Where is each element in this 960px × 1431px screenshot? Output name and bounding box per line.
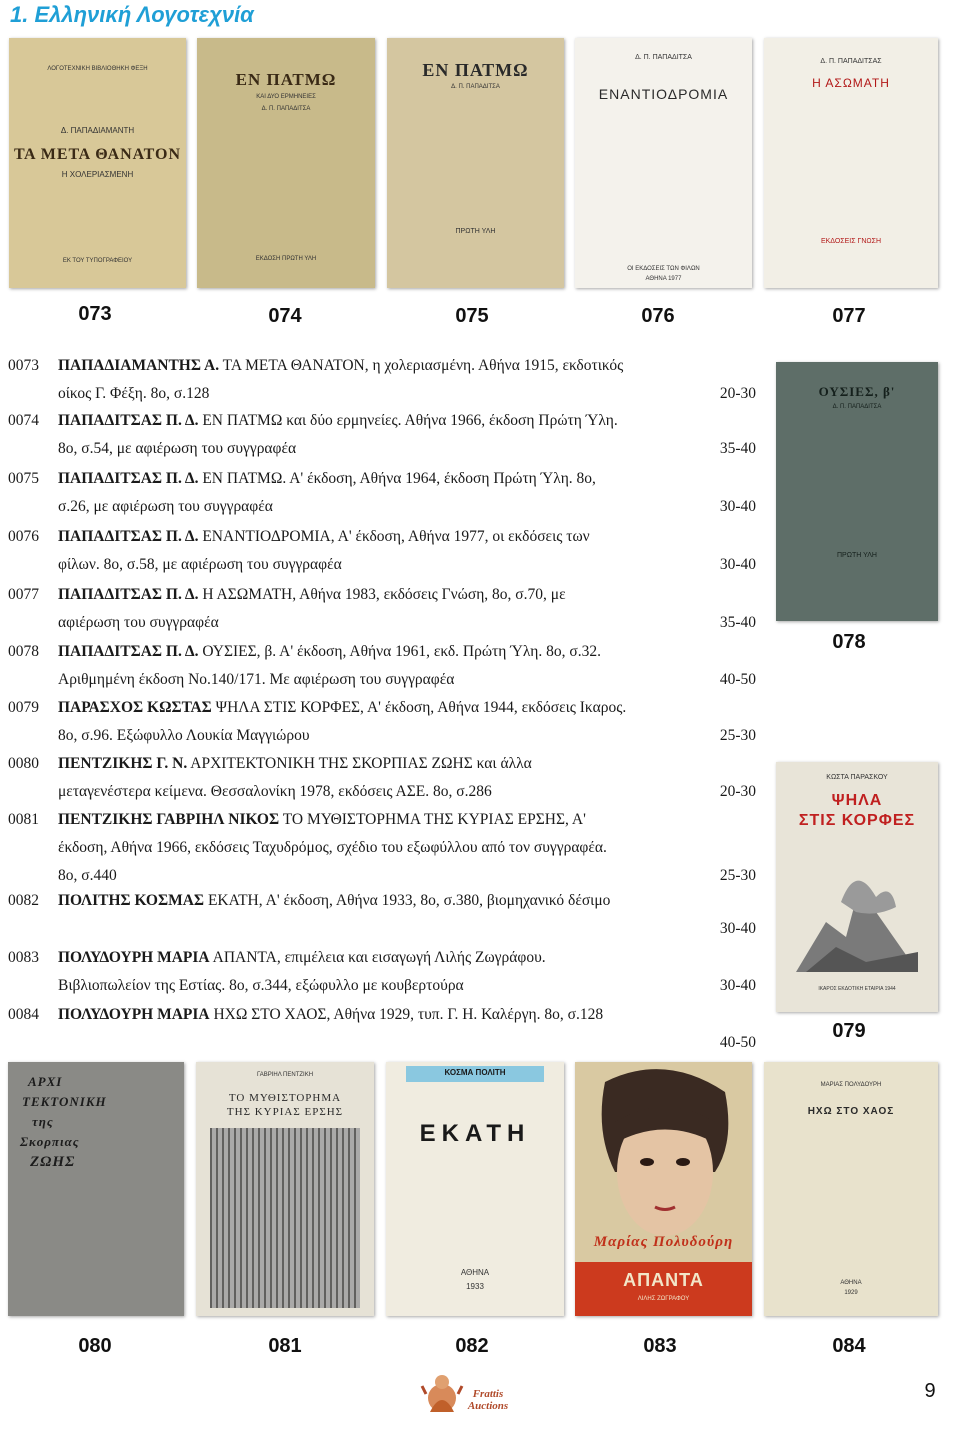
entry-0082 xyxy=(8,887,756,937)
entry-description: ΑΠΑΝΤΑ, επιμέλεια και εισαγωγή Λιλής Ζωγράφου. xyxy=(209,949,546,966)
entry-description-cont: Βιβλιοπωλείον της Εστίας. 8ο, σ.344, εξώφυλλο με κουβερτούρα xyxy=(58,977,464,994)
entry-author: ΠΑΡΑΣΧΟΣ ΚΩΣΤΑΣ xyxy=(58,699,212,716)
entry-description-cont: 8ο, σ.96. Εξώφυλλο Λουκία Μαγγιώρου xyxy=(58,727,310,744)
cover-083 xyxy=(575,1062,752,1316)
cover-075-subtitle: Δ. Π. ΠΑΠΑΔΙΤΣΑ xyxy=(451,84,500,90)
entry-0080 xyxy=(8,750,756,806)
cover-073 xyxy=(9,38,186,288)
entry-number: 0077 xyxy=(8,586,39,603)
cover-074-author: Δ. Π. ΠΑΠΑΔΙΤΣΑ xyxy=(261,106,311,112)
cover-073-title: ΤΑ ΜΕΤΑ ΘΑΝΑΤΟΝ xyxy=(13,146,182,163)
entry-price: 30-40 xyxy=(719,920,756,937)
cover-074-title: ΕΝ ΠΑΤΜΩ xyxy=(235,70,337,89)
entry-number: 0084 xyxy=(8,1006,39,1023)
entry-0076 xyxy=(8,523,756,579)
cover-077-author: Δ. Π. ΠΑΠΑΔΙΤΣΑΣ xyxy=(820,58,882,65)
entry-description: ΨΗΛΑ ΣΤΙΣ ΚΟΡΦΕΣ, Α' έκδοση, Αθήνα 1944, εκδόσεις Ικαρος. xyxy=(211,699,627,716)
cover-080-title-5: ΖΩΗΣ xyxy=(30,1154,76,1170)
cover-073-subtitle: Η ΧΟΛΕΡΙΑΣΜΕΝΗ xyxy=(61,170,134,179)
entry-author: ΠΟΛΙΤΗΣ ΚΟΣΜΑΣ xyxy=(58,892,205,909)
cover-083-title: ΑΠΑΝΤΑ xyxy=(623,1270,704,1290)
entry-price: 30-40 xyxy=(719,977,756,994)
cover-075-publisher: ΠΡΩΤΗ ΥΛΗ xyxy=(455,228,496,235)
mountain-illustration xyxy=(796,852,918,972)
entry-description: ΑΡΧΙΤΕΚΤΟΝΙΚΗ ΤΗΣ ΣΚΟΡΠΙΑΣ ΖΩΗΣ και άλλα xyxy=(187,755,532,772)
cover-082-title: ΕΚΑΤΗ xyxy=(419,1120,531,1147)
entry-0081 xyxy=(8,806,756,890)
entry-number: 0078 xyxy=(8,643,39,660)
cover-082-year: 1933 xyxy=(466,1282,484,1291)
cover-074 xyxy=(197,38,375,288)
cover-084-city: ΑΘΗΝΑ xyxy=(840,1280,862,1286)
cover-076-author: Δ. Π. ΠΑΠΑΔΙΤΣΑ xyxy=(635,54,692,61)
cover-077-title: Η ΑΣΩΜΑΤΗ xyxy=(812,76,890,90)
entry-description-cont: σ.26, με αφιέρωση του συγγραφέα xyxy=(58,498,273,515)
cover-078 xyxy=(776,362,938,621)
entry-0078 xyxy=(8,638,756,694)
entry-author: ΠΑΠΑΔΙΤΣΑΣ Π. Δ. xyxy=(58,412,199,429)
cover-078-title: ΟΥΣΙΕΣ, β' xyxy=(818,384,896,399)
cover-076-title: ΕΝΑΝΤΙΟΔΡΟΜΙΑ xyxy=(598,86,729,102)
entry-number: 0073 xyxy=(8,357,39,374)
cover-082-author: ΚΟΣΜΑ ΠΟΛΙΤΗ xyxy=(444,1068,506,1077)
cover-084-year: 1929 xyxy=(844,1290,858,1296)
entry-description-cont: Αριθμημένη έκδοση Νο.140/171. Με αφιέρωση του συγγραφέα xyxy=(58,671,455,688)
lot-label-076: 076 xyxy=(641,305,675,327)
entry-0074 xyxy=(8,407,756,463)
cover-073-series: ΛΟΓΟΤΕΧΝΙΚΗ ΒΙΒΛΙΟΘΗΚΗ ΦΕΞΗ xyxy=(47,66,148,72)
entry-description-cont: αφιέρωση του συγγραφέα xyxy=(58,614,219,631)
entry-number: 0074 xyxy=(8,412,39,429)
cover-083-script-name: Μαρίας Πολυδούρη xyxy=(593,1234,734,1250)
cover-084-title: ΗΧΩ ΣΤΟ ΧΑΟΣ xyxy=(807,1106,895,1117)
entry-description: ΟΥΣΙΕΣ, β. Α' έκδοση, Αθήνα 1961, εκδ. Πρώτη Ύλη. 8ο, σ.32. xyxy=(198,643,601,660)
cover-082 xyxy=(386,1062,564,1316)
lot-label-079: 079 xyxy=(832,1020,866,1042)
cover-081-author: ΓΑΒΡΙΗΛ ΠΕΝΤΖΙΚΗ xyxy=(256,1072,314,1078)
cover-084-author: ΜΑΡΙΑΣ ΠΟΛΥΔΟΥΡΗ xyxy=(820,1082,882,1088)
entry-description: ΗΧΩ ΣΤΟ ΧΑΟΣ, Αθήνα 1929, τυπ. Γ. Η. Καλέργη. 8ο, σ.128 xyxy=(209,1006,604,1023)
entry-author: ΠΕΝΤΖΙΚΗΣ ΓΑΒΡΙΗΛ ΝΙΚΟΣ xyxy=(58,811,280,828)
cover-074-subtitle: ΚΑΙ ΔΥΟ ΕΡΜΗΝΕΙΕΣ xyxy=(256,94,316,100)
cover-073-publisher: ΕΚ ΤΟΥ ΤΥΠΟΓΡΑΦΕΙΟΥ xyxy=(62,258,133,264)
cover-080-title-1: ΑΡΧΙ xyxy=(28,1074,63,1089)
entry-description: ΕΝ ΠΑΤΜΩ. Α' έκδοση, Αθήνα 1964, έκδοση Πρώτη Ύλη. 8ο, xyxy=(198,470,596,487)
cover-075 xyxy=(387,38,564,288)
entry-description: ΤΟ ΜΥΘΙΣΤΟΡΗΜΑ ΤΗΣ ΚΥΡΙΑΣ ΕΡΣΗΣ, Α' xyxy=(279,811,586,828)
logo-text xyxy=(452,1388,524,1412)
cover-077-publisher: ΕΚΔΟΣΕΙΣ ΓΝΩΣΗ xyxy=(820,238,882,245)
cover-080-title-4: Σκορπιας xyxy=(20,1134,80,1149)
entry-description: ΕΝΑΝΤΙΟΔΡΟΜΙΑ, Α' έκδοση, Αθήνα 1977, οι εκδόσεις των xyxy=(198,528,590,545)
cover-076-city: ΑΘΗΝΑ 1977 xyxy=(645,276,682,282)
cover-084 xyxy=(764,1062,938,1316)
cover-083-editor: ΛΙΛΗΣ ΖΩΓΡΑΦΟΥ xyxy=(637,1296,690,1302)
entry-description: ΕΚΑΤΗ, Α' έκδοση, Αθήνα 1933, 8ο, σ.380, βιομηχανικό δέσιμο xyxy=(204,892,611,909)
entry-price: 30-40 xyxy=(719,498,756,515)
entry-0084 xyxy=(8,1001,756,1051)
entry-description-cont: έκδοση, Αθήνα 1966, εκδόσεις Ταχυδρόμος, σχέδιο του εξωφύλλου από τον συγγραφέα. xyxy=(58,839,607,856)
entry-0077 xyxy=(8,581,756,637)
cover-079-title-line1: ΨΗΛΑ xyxy=(831,792,883,809)
entry-author: ΠΑΠΑΔΙΤΣΑΣ Π. Δ. xyxy=(58,528,199,545)
entry-price: 30-40 xyxy=(719,556,756,573)
cover-079 xyxy=(776,762,938,1012)
lot-label-077: 077 xyxy=(832,305,866,327)
cover-076 xyxy=(575,38,752,288)
cover-078-subtitle: Δ. Π. ΠΑΠΑΔΙΤΣΑ xyxy=(832,404,882,410)
cover-077 xyxy=(764,38,938,288)
cover-074-publisher: ΕΚΔΟΣΗ ΠΡΩΤΗ ΥΛΗ xyxy=(255,256,317,262)
cover-073-author: Δ. ΠΑΠΑΔΙΑΜΑΝΤΗ xyxy=(60,126,135,135)
entry-author: ΠΑΠΑΔΙΤΣΑΣ Π. Δ. xyxy=(58,643,199,660)
lot-label-075: 075 xyxy=(455,305,489,327)
entry-number: 0080 xyxy=(8,755,39,772)
entry-number: 0082 xyxy=(8,892,39,909)
cover-081-drawing xyxy=(210,1128,360,1308)
lot-label-081: 081 xyxy=(268,1335,302,1357)
entry-number: 0081 xyxy=(8,811,39,828)
entry-0073 xyxy=(8,352,756,408)
lot-label-083: 083 xyxy=(643,1335,677,1357)
lot-label-078: 078 xyxy=(832,631,866,653)
entry-price: 20-30 xyxy=(719,783,756,800)
entry-0083 xyxy=(8,944,756,1000)
entry-number: 0075 xyxy=(8,470,39,487)
entry-description-cont2: 8ο, σ.440 xyxy=(58,867,117,884)
cover-080 xyxy=(8,1062,184,1316)
lot-label-074: 074 xyxy=(268,305,302,327)
logo-text-line1: Frattis xyxy=(472,1388,504,1400)
entry-price: 25-30 xyxy=(719,727,756,744)
entry-price: 25-30 xyxy=(719,867,756,884)
entry-number: 0079 xyxy=(8,699,39,716)
entry-author: ΠΑΠΑΔΙΤΣΑΣ Π. Δ. xyxy=(58,470,199,487)
entry-0075 xyxy=(8,465,756,521)
entry-description-cont: φίλων. 8ο, σ.58, με αφιέρωση του συγγραφέα xyxy=(58,556,342,573)
lot-label-073: 073 xyxy=(78,303,112,325)
entry-description-cont: οίκος Γ. Φέξη. 8ο, σ.128 xyxy=(58,385,210,402)
entry-description: ΤΑ ΜΕΤΑ ΘΑΝΑΤΟΝ, η χολεριασμένη. Αθήνα 1915, εκδοτικός xyxy=(219,357,624,374)
cover-082-city: ΑΘΗΝΑ xyxy=(460,1268,490,1277)
cover-076-publisher: ΟΙ ΕΚΔΟΣΕΙΣ ΤΩΝ ΦΙΛΩΝ xyxy=(627,266,700,272)
entry-description-cont: 8ο, σ.54, με αφιέρωση του συγγραφέα xyxy=(58,440,297,457)
entry-price: 35-40 xyxy=(719,440,756,457)
lot-label-080: 080 xyxy=(78,1335,112,1357)
entry-price: 40-50 xyxy=(719,671,756,688)
entry-author: ΠΟΛΥΔΟΥΡΗ ΜΑΡΙΑ xyxy=(58,949,210,966)
entry-number: 0076 xyxy=(8,528,39,545)
entry-author: ΠΑΠΑΔΙΑΜΑΝΤΗΣ Α. xyxy=(58,357,220,374)
lot-label-082: 082 xyxy=(455,1335,489,1357)
cover-081 xyxy=(196,1062,374,1316)
entry-author: ΠΟΛΥΔΟΥΡΗ ΜΑΡΙΑ xyxy=(58,1006,210,1023)
cover-078-publisher: ΠΡΩΤΗ ΥΛΗ xyxy=(837,552,877,559)
entry-number: 0083 xyxy=(8,949,39,966)
lot-label-084: 084 xyxy=(832,1335,866,1357)
entry-author: ΠΕΝΤΖΙΚΗΣ Γ. Ν. xyxy=(58,755,188,772)
entry-author: ΠΑΠΑΔΙΤΣΑΣ Π. Δ. xyxy=(58,586,199,603)
page-number: 9 xyxy=(924,1380,936,1402)
entry-price: 40-50 xyxy=(719,1034,756,1051)
cover-081-title-line2: ΤΗΣ ΚΥΡΙΑΣ ΕΡΣΗΣ xyxy=(226,1106,344,1118)
cover-075-title: ΕΝ ΠΑΤΜΩ xyxy=(422,60,529,80)
cover-081-title-line1: ΤΟ ΜΥΘΙΣΤΟΡΗΜΑ xyxy=(228,1092,342,1104)
entry-price: 20-30 xyxy=(719,385,756,402)
logo-text-line2: Auctions xyxy=(467,1400,509,1412)
entry-price: 35-40 xyxy=(719,614,756,631)
entry-0079 xyxy=(8,694,756,750)
cover-080-title-3: της xyxy=(32,1114,54,1129)
cover-079-publisher: ΙΚΑΡΟΣ ΕΚΔΟΤΙΚΗ ΕΤΑΙΡΙΑ 1944 xyxy=(818,986,896,992)
cover-079-title-line2: ΣΤΙΣ ΚΟΡΦΕΣ xyxy=(798,812,916,829)
cover-080-title-2: ΤΕΚΤΟΝΙΚΗ xyxy=(22,1094,107,1109)
entry-description-cont: μεταγενέστερα κείμενα. Θεσσαλονίκη 1978, εκδόσεις ΑΣΕ. 8ο, σ.286 xyxy=(58,783,492,800)
cover-079-author: ΚΩΣΤΑ ΠΑΡΑΣΚΟΥ xyxy=(826,774,888,781)
section-title: 1. Ελληνική Λογοτεχνία xyxy=(10,2,254,27)
entry-description: Η ΑΣΩΜΑΤΗ, Αθήνα 1983, εκδόσεις Γνώση, 8ο, σ.70, με xyxy=(198,586,566,603)
entry-description: ΕΝ ΠΑΤΜΩ και δύο ερμηνείες. Αθήνα 1966, έκδοση Πρώτη Ύλη. xyxy=(198,412,618,429)
